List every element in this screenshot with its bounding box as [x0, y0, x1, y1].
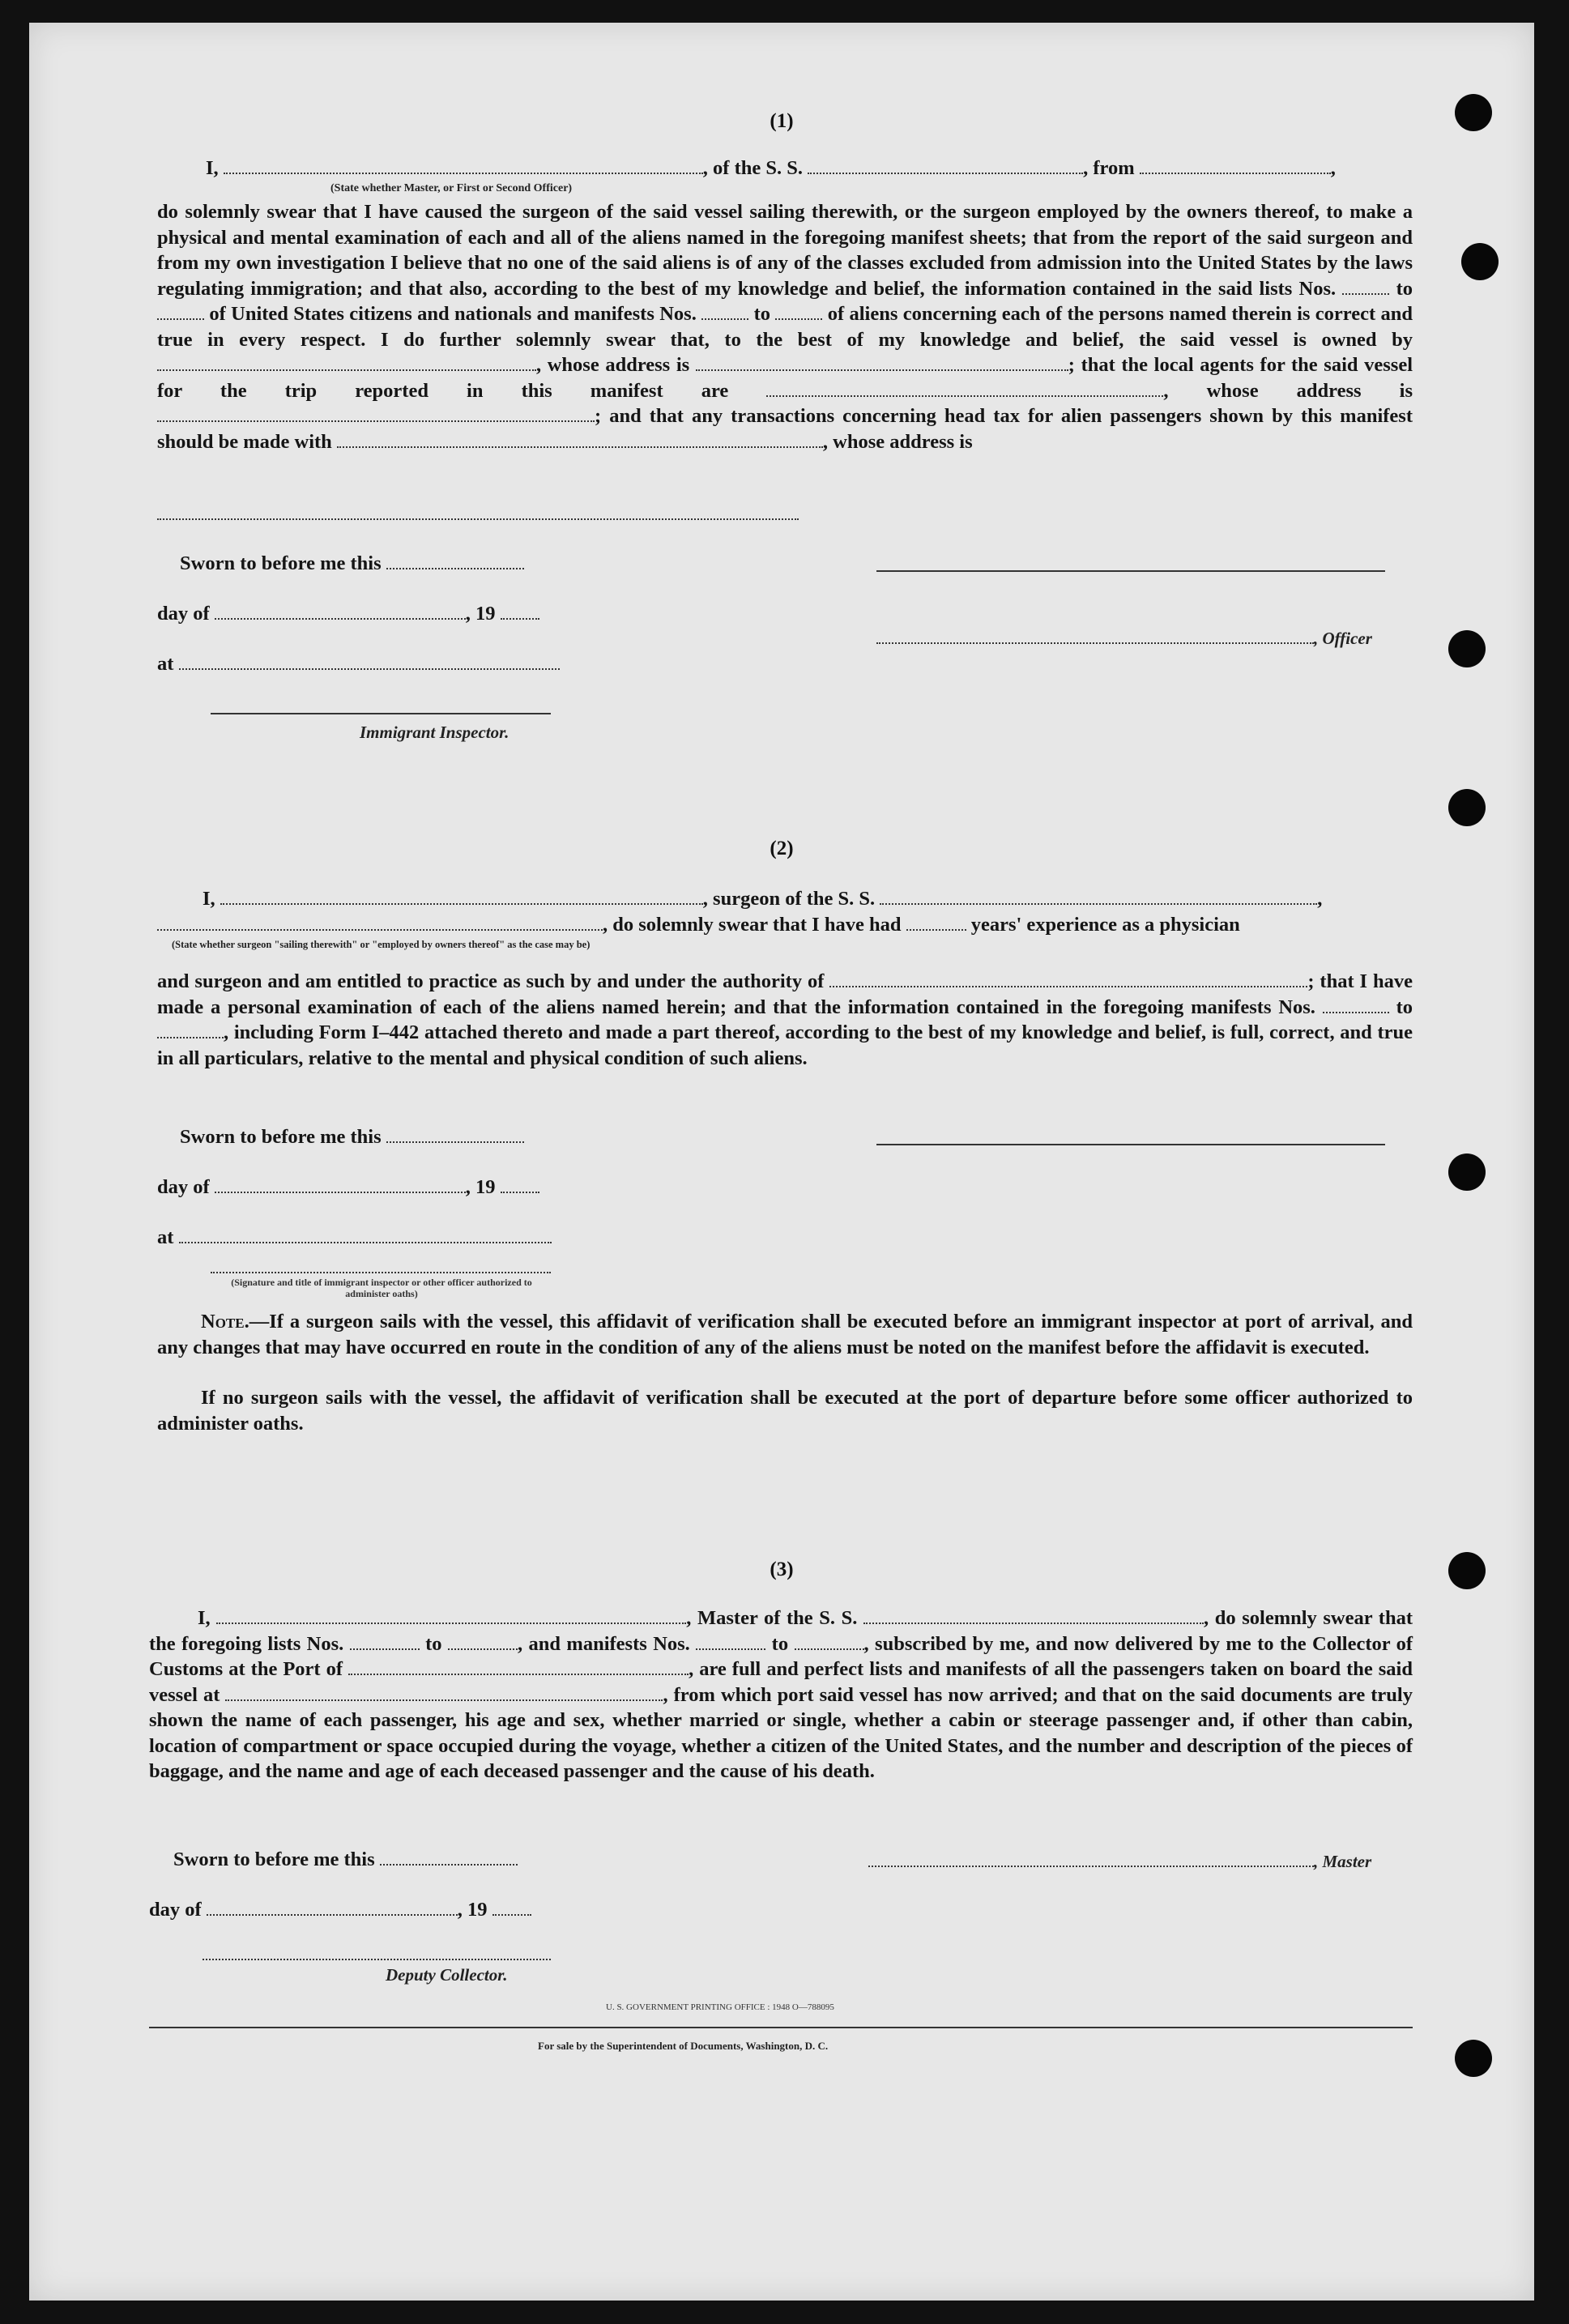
citizen-list-from-field[interactable]	[1342, 279, 1389, 295]
alien-manifest-to-field[interactable]	[775, 304, 822, 320]
collector-signature-line[interactable]	[203, 1959, 551, 1960]
sworn-month-field-3[interactable]	[207, 1900, 458, 1916]
section-2-second-line: , do solemnly swear that I have had years' experience as a physician	[157, 914, 1240, 936]
section-1-at-line: at	[157, 653, 560, 676]
officer-name-field[interactable]	[224, 158, 703, 174]
master-vessel-field[interactable]	[863, 1608, 1204, 1624]
master-list-to-field[interactable]	[448, 1634, 518, 1650]
surgeon-name-field[interactable]	[220, 889, 703, 905]
sworn-date-field-2[interactable]	[386, 1127, 524, 1143]
section-3-day-line: day of , 19	[149, 1899, 531, 1921]
boarding-port-field[interactable]	[225, 1685, 663, 1701]
section-1-number: (1)	[770, 110, 794, 132]
citizen-list-to-field[interactable]	[157, 304, 204, 320]
sworn-place-field-1[interactable]	[179, 654, 560, 670]
punch-hole	[1448, 789, 1486, 826]
officer-signature-line[interactable]	[876, 570, 1385, 572]
section-2-first-line: I, , surgeon of the S. S. ,	[203, 888, 1323, 910]
section-1-sworn-line: Sworn to before me this	[180, 552, 524, 575]
surgeon-status-field[interactable]	[157, 915, 603, 931]
section-2-day-line: day of , 19	[157, 1176, 539, 1199]
customs-port-field[interactable]	[348, 1659, 689, 1675]
section-1-affidavit: do solemnly swear that I have caused the surgeon of the said vessel sailing therewith, or the surgeon employed by the owners thereof, to make a physical and mental examination of each and all of the aliens named in the foregoing manifest sheets; that from the report of the said surgeon and from my own investigation I believe that no one of the said aliens is of any of the classes excluded from admission into the United States by the laws regulating immigration; and that also, according to the best of my knowledge and belief, the information contained in the said lists Nos. to of United States citizens and nationals and manifests Nos. to of aliens concerning each of the persons named therein is correct and true in every respect. I do further solemnly swear that, to the best of my knowledge and belief, the said vessel is owned by , whose address is ; that the local agents for the said vessel for the trip reported in this manifest are , whose address is ; and that any transactions concerning head tax for alien passengers shown by this manifest should be made with , whose address is	[157, 201, 1413, 453]
punch-hole	[1448, 630, 1486, 667]
master-manifest-to-field[interactable]	[795, 1634, 864, 1650]
printing-office-imprint: U. S. GOVERNMENT PRINTING OFFICE : 1948 O—788095	[606, 2002, 834, 2012]
section-3-affidavit: I, , Master of the S. S. , do solemnly swear that the foregoing lists Nos. to , and manifests Nos. to , subscribed by me, and now delivered by me to the Collector of Customs at the Port of , are full and perfect lists and manifests of all the passengers taken on board the said vessel at , from which port said vessel has now arrived; and that on the said documents are truly shown the name of each passenger, his age and sex, whether married or single, whether a cabin or steerage passenger and, if other than cabin, location of compartment or space occupied during the voyage, whether a citizen of the United States, and the number and description of the pieces of baggage, and the name and age of each deceased passenger and the cause of his death.	[149, 1607, 1413, 1782]
form-sheet	[29, 23, 1534, 2301]
sworn-month-field-2[interactable]	[215, 1177, 466, 1193]
section-1-first-line: I, , of the S. S. , from ,	[206, 157, 1336, 179]
footer-sale-notice: For sale by the Superintendent of Documents, Washington, D. C.	[538, 2040, 829, 2052]
master-name-field[interactable]	[216, 1608, 686, 1624]
punch-hole	[1455, 2040, 1492, 2077]
deputy-collector-label: Deputy Collector.	[386, 1965, 508, 1985]
officer-rank-caption: (State whether Master, or First or Second Officer)	[330, 182, 573, 194]
years-experience-field[interactable]	[906, 915, 966, 931]
sworn-year-field-1[interactable]	[501, 603, 539, 620]
sworn-month-field-1[interactable]	[215, 603, 466, 620]
vessel-name-field[interactable]	[808, 158, 1083, 174]
master-list-from-field[interactable]	[350, 1634, 420, 1650]
master-signature-line[interactable]	[868, 1851, 1314, 1867]
head-tax-address-field[interactable]	[157, 518, 799, 520]
surgeon-status-caption: (State whether surgeon "sailing therewith" or "employed by owners thereof" as the case may be)	[172, 939, 591, 950]
section-2-sworn-line: Sworn to before me this	[180, 1126, 524, 1149]
inspector-signature-line[interactable]	[211, 713, 551, 714]
section-3-master-line: , Master	[868, 1850, 1371, 1873]
sworn-year-field-3[interactable]	[492, 1900, 531, 1916]
footer-rule	[149, 2027, 1413, 2028]
immigrant-inspector-label: Immigrant Inspector.	[360, 723, 509, 742]
practice-authority-field[interactable]	[829, 971, 1307, 987]
owner-address-field[interactable]	[696, 355, 1068, 371]
surgeon-manifest-to-field[interactable]	[157, 1022, 224, 1038]
departure-port-field[interactable]	[1140, 158, 1331, 174]
sworn-date-field-3[interactable]	[380, 1849, 518, 1866]
sworn-date-field-1[interactable]	[386, 553, 524, 569]
surgeon-signature-line[interactable]	[876, 1144, 1385, 1145]
sworn-year-field-2[interactable]	[501, 1177, 539, 1193]
vessel-owner-field[interactable]	[157, 355, 536, 371]
alien-manifest-from-field[interactable]	[701, 304, 748, 320]
punch-hole	[1448, 1153, 1486, 1191]
agents-address-field[interactable]	[157, 406, 595, 422]
officer-title-field[interactable]	[876, 628, 1314, 644]
section-2-affidavit: and surgeon and am entitled to practice as such by and under the authority of ; that I have made a personal examination of each of the aliens named herein; and that the information contained in the foregoing manifests Nos. to , including Form I–442 attached thereto and made a part thereof, according to the best of my knowledge and belief, is full, correct, and true in all particulars, relative to the mental and physical condition of such aliens.	[157, 970, 1413, 1069]
signature-title-caption: (Signature and title of immigrant inspector or other officer authorized to administer oaths)	[231, 1277, 532, 1299]
section-1-day-line: day of , 19	[157, 603, 539, 625]
sworn-place-field-2[interactable]	[179, 1227, 552, 1243]
section-2-number: (2)	[770, 838, 794, 859]
section-3-number: (3)	[770, 1559, 794, 1580]
section-2-note: Note.—If a surgeon sails with the vessel, this affidavit of verification shall be executed before an immigrant inspector at port of arrival, and any changes that may have occurred en route in the condition of any of the aliens must be noted on the manifest before the affidavit is executed.	[157, 1311, 1413, 1358]
section-3-sworn-line: Sworn to before me this	[173, 1849, 518, 1871]
local-agents-field[interactable]	[766, 381, 1163, 397]
authorized-officer-signature-line[interactable]	[211, 1272, 551, 1273]
head-tax-contact-field[interactable]	[337, 432, 823, 448]
surgeon-manifest-from-field[interactable]	[1323, 997, 1389, 1013]
section-2-at-line: at	[157, 1226, 552, 1249]
surgeon-vessel-field[interactable]	[880, 889, 1317, 905]
master-manifest-from-field[interactable]	[696, 1634, 765, 1650]
section-2-note-second: If no surgeon sails with the vessel, the affidavit of verification shall be executed at the port of departure before some officer authorized to administer oaths.	[157, 1387, 1413, 1435]
punch-hole	[1461, 243, 1499, 280]
section-1-officer-line: , Officer	[876, 627, 1372, 650]
